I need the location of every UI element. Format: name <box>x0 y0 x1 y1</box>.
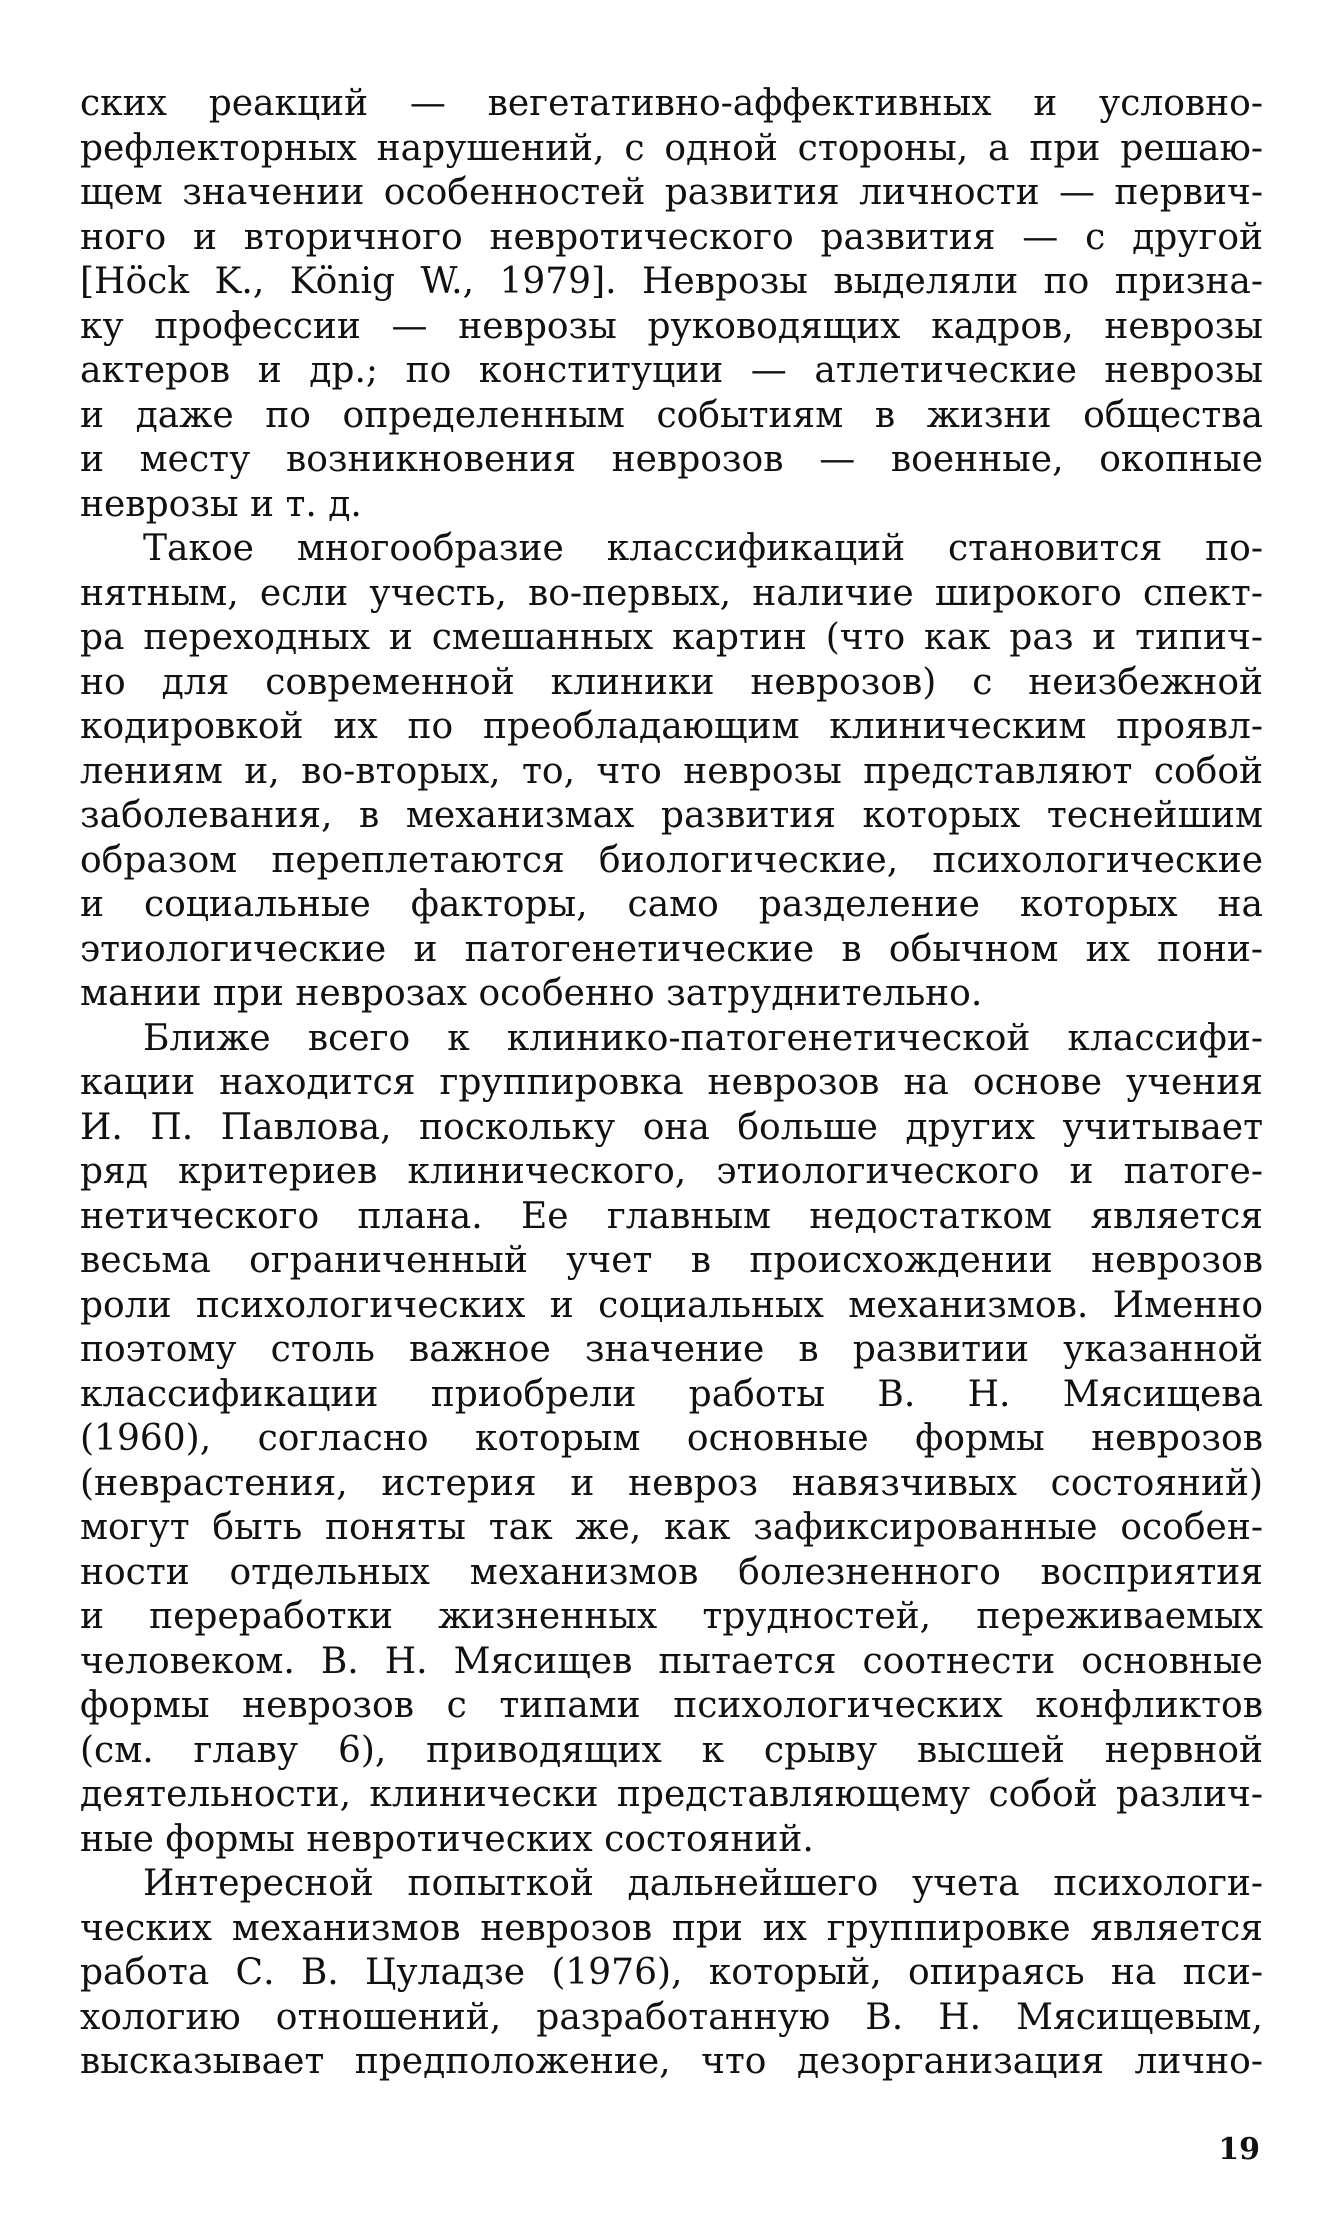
paragraph <box>80 1862 1263 2085</box>
text-line: ности отдельных механизмов болезненного восприятия <box>80 1551 1263 1593</box>
text-line: ку профессии — неврозы руководящих кадров, неврозы <box>80 305 1263 347</box>
text-line: высказывает предположение, что дезорганизация лично- <box>80 2041 1263 2082</box>
text-line: нятным, если учесть, во-первых, наличие широкого спект- <box>80 572 1263 614</box>
text-line: ного и вторичного невротического развития — с другой <box>80 216 1263 258</box>
text-line: и месту возникновения неврозов — военные, окопные <box>80 439 1263 480</box>
text-line: [Höck K., König W., 1979]. Неврозы выделяли по призна- <box>80 261 1263 302</box>
text-line: заболевания, в механизмах развития которых теснейшим <box>80 795 1263 836</box>
text-line: хологию отношений, разработанную В. Н. Мясищевым, <box>80 1996 1263 2038</box>
text-line: ные формы невротических состояний. <box>80 1818 814 1860</box>
text-line: ческих механизмов неврозов при их группировке является <box>80 1907 1263 1949</box>
text-line: неврозы и т. д. <box>80 483 362 525</box>
text-line: ряд критериев клинического, этиологического и патоге- <box>80 1151 1263 1192</box>
text-line: этиологические и патогенетические в обычном их пони- <box>80 928 1263 970</box>
text-line: человеком. В. Н. Мясищев пытается соотнести основные <box>80 1640 1263 1682</box>
text-line: (неврастения, истерия и невроз навязчивых состояний) <box>80 1462 1263 1504</box>
text-line: кодировкой их по преобладающим клиническим проявл- <box>80 706 1263 747</box>
text-line: весьма ограниченный учет в происхождении неврозов <box>80 1240 1263 1281</box>
paragraph <box>80 82 1263 527</box>
text-line: щем значении особенностей развития личности — первич- <box>80 172 1263 213</box>
text-line: лениям и, во-вторых, то, что неврозы представляют собой <box>80 750 1263 792</box>
text-line: и социальные факторы, само разделение которых на <box>80 884 1263 925</box>
text-line: и переработки жизненных трудностей, переживаемых <box>80 1596 1263 1637</box>
text-line: формы неврозов с типами психологических конфликтов <box>80 1685 1263 1726</box>
text-line: работа С. В. Цуладзе (1976), который, опираясь на пси- <box>80 1952 1263 1993</box>
text-line: Такое многообразие классификаций становится по- <box>143 528 1263 569</box>
text-line: деятельности, клинически представляющему собой различ- <box>80 1774 1263 1815</box>
body-text <box>80 82 1263 2085</box>
page-number: 19 <box>1218 2132 1260 2167</box>
paragraph <box>80 527 1263 1017</box>
text-line: ских реакций — вегетативно-аффективных и условно- <box>80 83 1263 124</box>
text-line: образом переплетаются биологические, психологические <box>80 839 1263 881</box>
text-line: но для современной клиники неврозов) с неизбежной <box>80 661 1263 703</box>
text-line: актеров и др.; по конституции — атлетические неврозы <box>80 350 1263 391</box>
text-line: (1960), согласно которым основные формы неврозов <box>80 1418 1263 1459</box>
text-line: Интересной попыткой дальнейшего учета психологи- <box>143 1863 1263 1904</box>
text-line: роли психологических и социальных механизмов. Именно <box>80 1284 1263 1326</box>
text-line: кации находится группировка неврозов на основе учения <box>80 1062 1263 1103</box>
text-line: нетического плана. Ее главным недостатком является <box>80 1195 1263 1237</box>
text-line: (см. главу 6), приводящих к срыву высшей нервной <box>80 1729 1263 1771</box>
text-line: могут быть поняты так же, как зафиксированные особен- <box>80 1507 1263 1548</box>
text-line: И. П. Павлова, поскольку она больше других учитывает <box>80 1106 1263 1148</box>
text-line: ра переходных и смешанных картин (что как раз и типич- <box>80 617 1263 658</box>
text-line: Ближе всего к клинико-патогенетической классифи- <box>143 1017 1263 1059</box>
text-line: поэтому столь важное значение в развитии указанной <box>80 1329 1263 1370</box>
paragraph <box>80 1017 1263 1863</box>
text-line: рефлекторных нарушений, с одной стороны, а при решаю- <box>80 127 1263 169</box>
text-line: классификации приобрели работы В. Н. Мясищева <box>80 1373 1263 1415</box>
text-line: мании при неврозах особенно затруднительно. <box>80 973 983 1014</box>
text-line: и даже по определенным событиям в жизни общества <box>80 394 1263 436</box>
